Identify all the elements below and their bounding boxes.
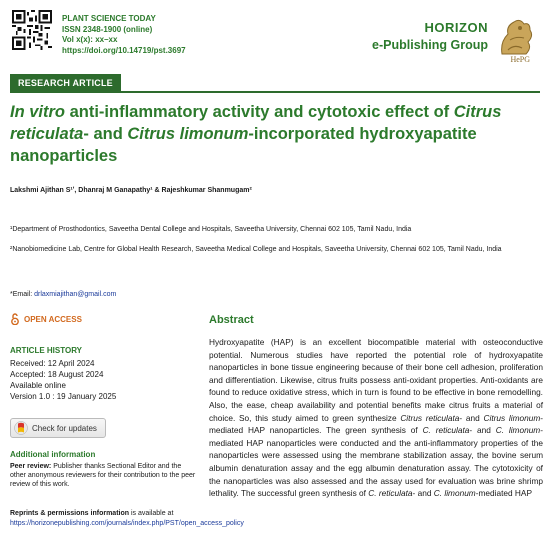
check-for-updates-button[interactable]: Check for updates — [10, 418, 106, 438]
version-date: Version 1.0 : 19 January 2025 — [10, 392, 117, 401]
peer-review-note: Peer review: Publisher thanks Sectional Editor and the other anonymous reviewers for their contribution to the peer review of this work. — [10, 463, 196, 488]
article-history — [10, 358, 116, 402]
accepted-date: Accepted: 18 August 2024 — [10, 370, 104, 379]
author-list: Lakshmi Ajithan S¹ʹ, Dhanraj M Ganapathy¹ & Rajeshkumar Shanmugam² — [10, 187, 252, 194]
publisher-name — [372, 20, 488, 52]
abstract-body: Hydroxyapatite (HAP) is an excellent biocompatible material with osteoconductive potential. Numerous studies have reported the potential role of hydroxyapatite nanoparticles in bone tissue engineering because of their bone cell adhesion, proliferation and differentiation. Likewise, citrus fruits possess anti-oxidant properties. Anti-oxidants are found to reduce oxidative stress, which in turn is found to be effective in bone remodelling. Also, the ease, cheap availability and potential benefits make citrus fruits a material of choice. So, this study aimed to green synthesize Citrus reticulata- and Citrus limonum-mediated HAP nanoparticles. The green synthesis of C. reticulata- and C. limonum-mediated HAP nanoparticles were conducted and the anti-inflammatory properties of the nanoparticles were assessed using the membrane stabilization assay, the bovine serum albumin denaturation assay and the egg albumin denaturation assay. The cytotoxicity of the nanoparticles was also assessed and the assay used for evaluation was brine shrimp lethality. The successful green synthesis of C. reticulata- and C. limonum-mediated HAP — [209, 337, 544, 499]
reprints-note: Reprints & permissions information is available at https://horizonepublishing.com/journals/index.php/PST/open_access_policy — [10, 510, 244, 527]
available-online: Available online — [10, 381, 66, 390]
publisher-logo-text: HePG — [510, 55, 530, 64]
article-type-badge: RESEARCH ARTICLE — [10, 74, 121, 92]
affiliation-1: ¹Department of Prosthodontics, Saveetha Dental College and Hospitals, Saveetha University, Chennai 602 105, Tamil Nadu, India — [10, 226, 412, 233]
journal-info — [62, 14, 186, 56]
email-link[interactable]: drlaxmiajithan@gmail.com — [34, 291, 117, 298]
open-access-badge: OPEN ACCESS — [10, 313, 82, 325]
qr-code-icon — [12, 10, 52, 50]
corresponding-email: *Email: drlaxmiajithan@gmail.com — [10, 291, 117, 298]
publisher-logo-icon — [494, 14, 538, 60]
journal-issn: ISSN 2348-1900 (online) — [62, 24, 153, 34]
publisher-line-1: HORIZON — [424, 20, 488, 35]
additional-info-title: Additional information — [10, 450, 96, 459]
open-lock-icon — [10, 313, 20, 325]
article-title: In vitro anti-inflammatory activity and cytotoxic effect of Citrus reticulata- and Citrus limonum-incorporated hydroxyapatite nanoparticles — [10, 103, 502, 165]
abstract-heading: Abstract — [209, 314, 254, 326]
doi-link[interactable]: https://doi.org/10.14719/pst.3697 — [62, 45, 186, 55]
check-updates-icon — [14, 421, 28, 435]
journal-name: PLANT SCIENCE TODAY — [62, 14, 156, 23]
received-date: Received: 12 April 2024 — [10, 359, 95, 368]
reprints-link[interactable]: https://horizonepublishing.com/journals/index.php/PST/open_access_policy — [10, 519, 244, 527]
publisher-line-2: e-Publishing Group — [372, 38, 488, 52]
affiliation-2: ²Nanobiomedicine Lab, Centre for Global Health Research, Saveetha Medical College and Hospitals, Saveetha University, Chennai 602 105, Tamil Nadu, India — [10, 246, 502, 253]
header-divider — [10, 91, 540, 93]
journal-volume: Vol x(x): xx–xx — [62, 35, 118, 44]
article-history-title: ARTICLE HISTORY — [10, 346, 83, 355]
